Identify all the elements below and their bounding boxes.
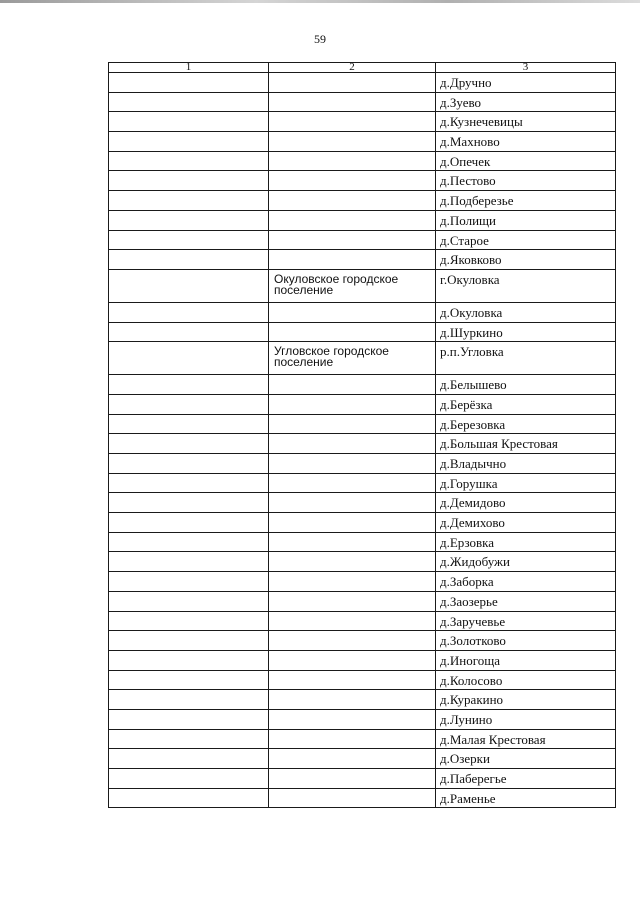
district-cell: [109, 112, 269, 132]
settlement-cell: [269, 749, 436, 769]
table-row: [109, 73, 616, 93]
table-row: [109, 473, 616, 493]
locality-cell: д.Золотково: [436, 631, 616, 651]
settlement-cell: [269, 552, 436, 572]
locality-cell: д.Берёзка: [436, 394, 616, 414]
district-cell: [109, 171, 269, 191]
locality-cell: д.Кузнечевицы: [436, 112, 616, 132]
district-cell: [109, 302, 269, 322]
table-row: [109, 552, 616, 572]
district-cell: [109, 73, 269, 93]
district-cell: [109, 342, 269, 375]
district-cell: [109, 749, 269, 769]
column-header-3: 3: [436, 63, 616, 73]
table-row: [109, 611, 616, 631]
locality-cell: д.Лунино: [436, 709, 616, 729]
locality-cell: д.Шуркино: [436, 322, 616, 342]
district-cell: [109, 414, 269, 434]
table-row: [109, 302, 616, 322]
district-cell: [109, 250, 269, 270]
page-number: 59: [314, 32, 326, 46]
locality-cell: д.Демидово: [436, 493, 616, 513]
settlement-cell: [269, 532, 436, 552]
locality-cell: д.Владычно: [436, 454, 616, 474]
locality-cell: д.Дручно: [436, 73, 616, 93]
settlement-cell: [269, 322, 436, 342]
table-row: [109, 749, 616, 769]
column-header-1: 1: [109, 63, 269, 73]
district-cell: [109, 552, 269, 572]
table-row: [109, 532, 616, 552]
district-cell: [109, 611, 269, 631]
table-row: [109, 650, 616, 670]
table-row: [109, 729, 616, 749]
table-row: [109, 250, 616, 270]
table-row: [109, 112, 616, 132]
locality-cell: д.Горушка: [436, 473, 616, 493]
district-cell: [109, 434, 269, 454]
settlement-cell: [269, 210, 436, 230]
district-cell: [109, 788, 269, 808]
settlement-cell: [269, 611, 436, 631]
locality-cell: д.Большая Крестовая: [436, 434, 616, 454]
settlement-cell: Окуловское городское поселение: [269, 269, 436, 302]
locality-cell: д.Раменье: [436, 788, 616, 808]
settlement-cell: [269, 394, 436, 414]
settlement-cell: [269, 92, 436, 112]
settlement-cell: [269, 112, 436, 132]
table-row: [109, 375, 616, 395]
locality-cell: д.Озерки: [436, 749, 616, 769]
district-cell: [109, 230, 269, 250]
table-row: [109, 709, 616, 729]
table-row: [109, 132, 616, 152]
table-row: [109, 171, 616, 191]
table-row: [109, 394, 616, 414]
locality-cell: д.Пестово: [436, 171, 616, 191]
table-header-row: [109, 63, 616, 73]
locality-cell: д.Ерзовка: [436, 532, 616, 552]
table-row: [109, 631, 616, 651]
locality-cell: д.Демихово: [436, 513, 616, 533]
scan-edge: [0, 0, 640, 3]
locality-cell: р.п.Угловка: [436, 342, 616, 375]
table-body: [109, 73, 616, 808]
locality-cell: д.Махново: [436, 132, 616, 152]
locality-cell: д.Белышево: [436, 375, 616, 395]
locality-cell: д.Малая Крестовая: [436, 729, 616, 749]
district-cell: [109, 690, 269, 710]
table-row: [109, 572, 616, 592]
settlement-cell: [269, 73, 436, 93]
locality-cell: д.Заозерье: [436, 591, 616, 611]
settlement-cell: [269, 230, 436, 250]
settlement-cell: [269, 454, 436, 474]
settlement-cell: [269, 375, 436, 395]
district-cell: [109, 375, 269, 395]
settlement-cell: [269, 513, 436, 533]
settlement-cell: [269, 473, 436, 493]
settlement-cell: [269, 729, 436, 749]
settlement-cell: [269, 631, 436, 651]
locality-cell: д.Подберезье: [436, 191, 616, 211]
locality-cell: д.Паберегье: [436, 769, 616, 789]
settlement-cell: [269, 591, 436, 611]
settlement-cell: [269, 572, 436, 592]
table-row: [109, 210, 616, 230]
settlement-cell: [269, 191, 436, 211]
district-cell: [109, 493, 269, 513]
settlement-cell: [269, 302, 436, 322]
locality-cell: г.Окуловка: [436, 269, 616, 302]
table-row: [109, 591, 616, 611]
district-cell: [109, 394, 269, 414]
district-cell: [109, 269, 269, 302]
settlements-table: [108, 62, 616, 808]
district-cell: [109, 631, 269, 651]
locality-cell: д.Яковково: [436, 250, 616, 270]
table-row: [109, 454, 616, 474]
district-cell: [109, 191, 269, 211]
table-row: [109, 230, 616, 250]
locality-cell: д.Жидобужи: [436, 552, 616, 572]
district-cell: [109, 322, 269, 342]
district-cell: [109, 473, 269, 493]
table-row: [109, 434, 616, 454]
settlement-cell: [269, 769, 436, 789]
locality-cell: д.Заборка: [436, 572, 616, 592]
settlement-cell: Угловское городское поселение: [269, 342, 436, 375]
settlement-cell: [269, 650, 436, 670]
settlement-cell: [269, 434, 436, 454]
table-row: [109, 690, 616, 710]
district-cell: [109, 709, 269, 729]
locality-cell: д.Куракино: [436, 690, 616, 710]
locality-cell: д.Заручевье: [436, 611, 616, 631]
district-cell: [109, 513, 269, 533]
district-cell: [109, 210, 269, 230]
table-row: [109, 151, 616, 171]
settlement-cell: [269, 788, 436, 808]
table-row: [109, 342, 616, 375]
settlement-cell: [269, 132, 436, 152]
district-cell: [109, 650, 269, 670]
district-cell: [109, 591, 269, 611]
table-row: [109, 493, 616, 513]
district-cell: [109, 532, 269, 552]
table-row: [109, 414, 616, 434]
settlement-cell: [269, 151, 436, 171]
district-cell: [109, 151, 269, 171]
locality-cell: д.Иногоща: [436, 650, 616, 670]
table-row: [109, 191, 616, 211]
table-row: [109, 269, 616, 302]
locality-cell: д.Окуловка: [436, 302, 616, 322]
table-row: [109, 322, 616, 342]
district-cell: [109, 729, 269, 749]
settlement-cell: [269, 171, 436, 191]
settlement-cell: [269, 414, 436, 434]
locality-cell: д.Зуево: [436, 92, 616, 112]
district-cell: [109, 670, 269, 690]
table-row: [109, 92, 616, 112]
table-row: [109, 670, 616, 690]
locality-cell: д.Опечек: [436, 151, 616, 171]
settlement-cell: [269, 493, 436, 513]
table-row: [109, 788, 616, 808]
district-cell: [109, 769, 269, 789]
district-cell: [109, 92, 269, 112]
district-cell: [109, 572, 269, 592]
district-cell: [109, 132, 269, 152]
locality-cell: д.Полищи: [436, 210, 616, 230]
settlement-cell: [269, 250, 436, 270]
settlement-cell: [269, 690, 436, 710]
locality-cell: д.Березовка: [436, 414, 616, 434]
settlement-cell: [269, 670, 436, 690]
district-cell: [109, 454, 269, 474]
column-header-2: 2: [269, 63, 436, 73]
table-row: [109, 513, 616, 533]
settlement-cell: [269, 709, 436, 729]
locality-cell: д.Старое: [436, 230, 616, 250]
locality-cell: д.Колосово: [436, 670, 616, 690]
table-row: [109, 769, 616, 789]
